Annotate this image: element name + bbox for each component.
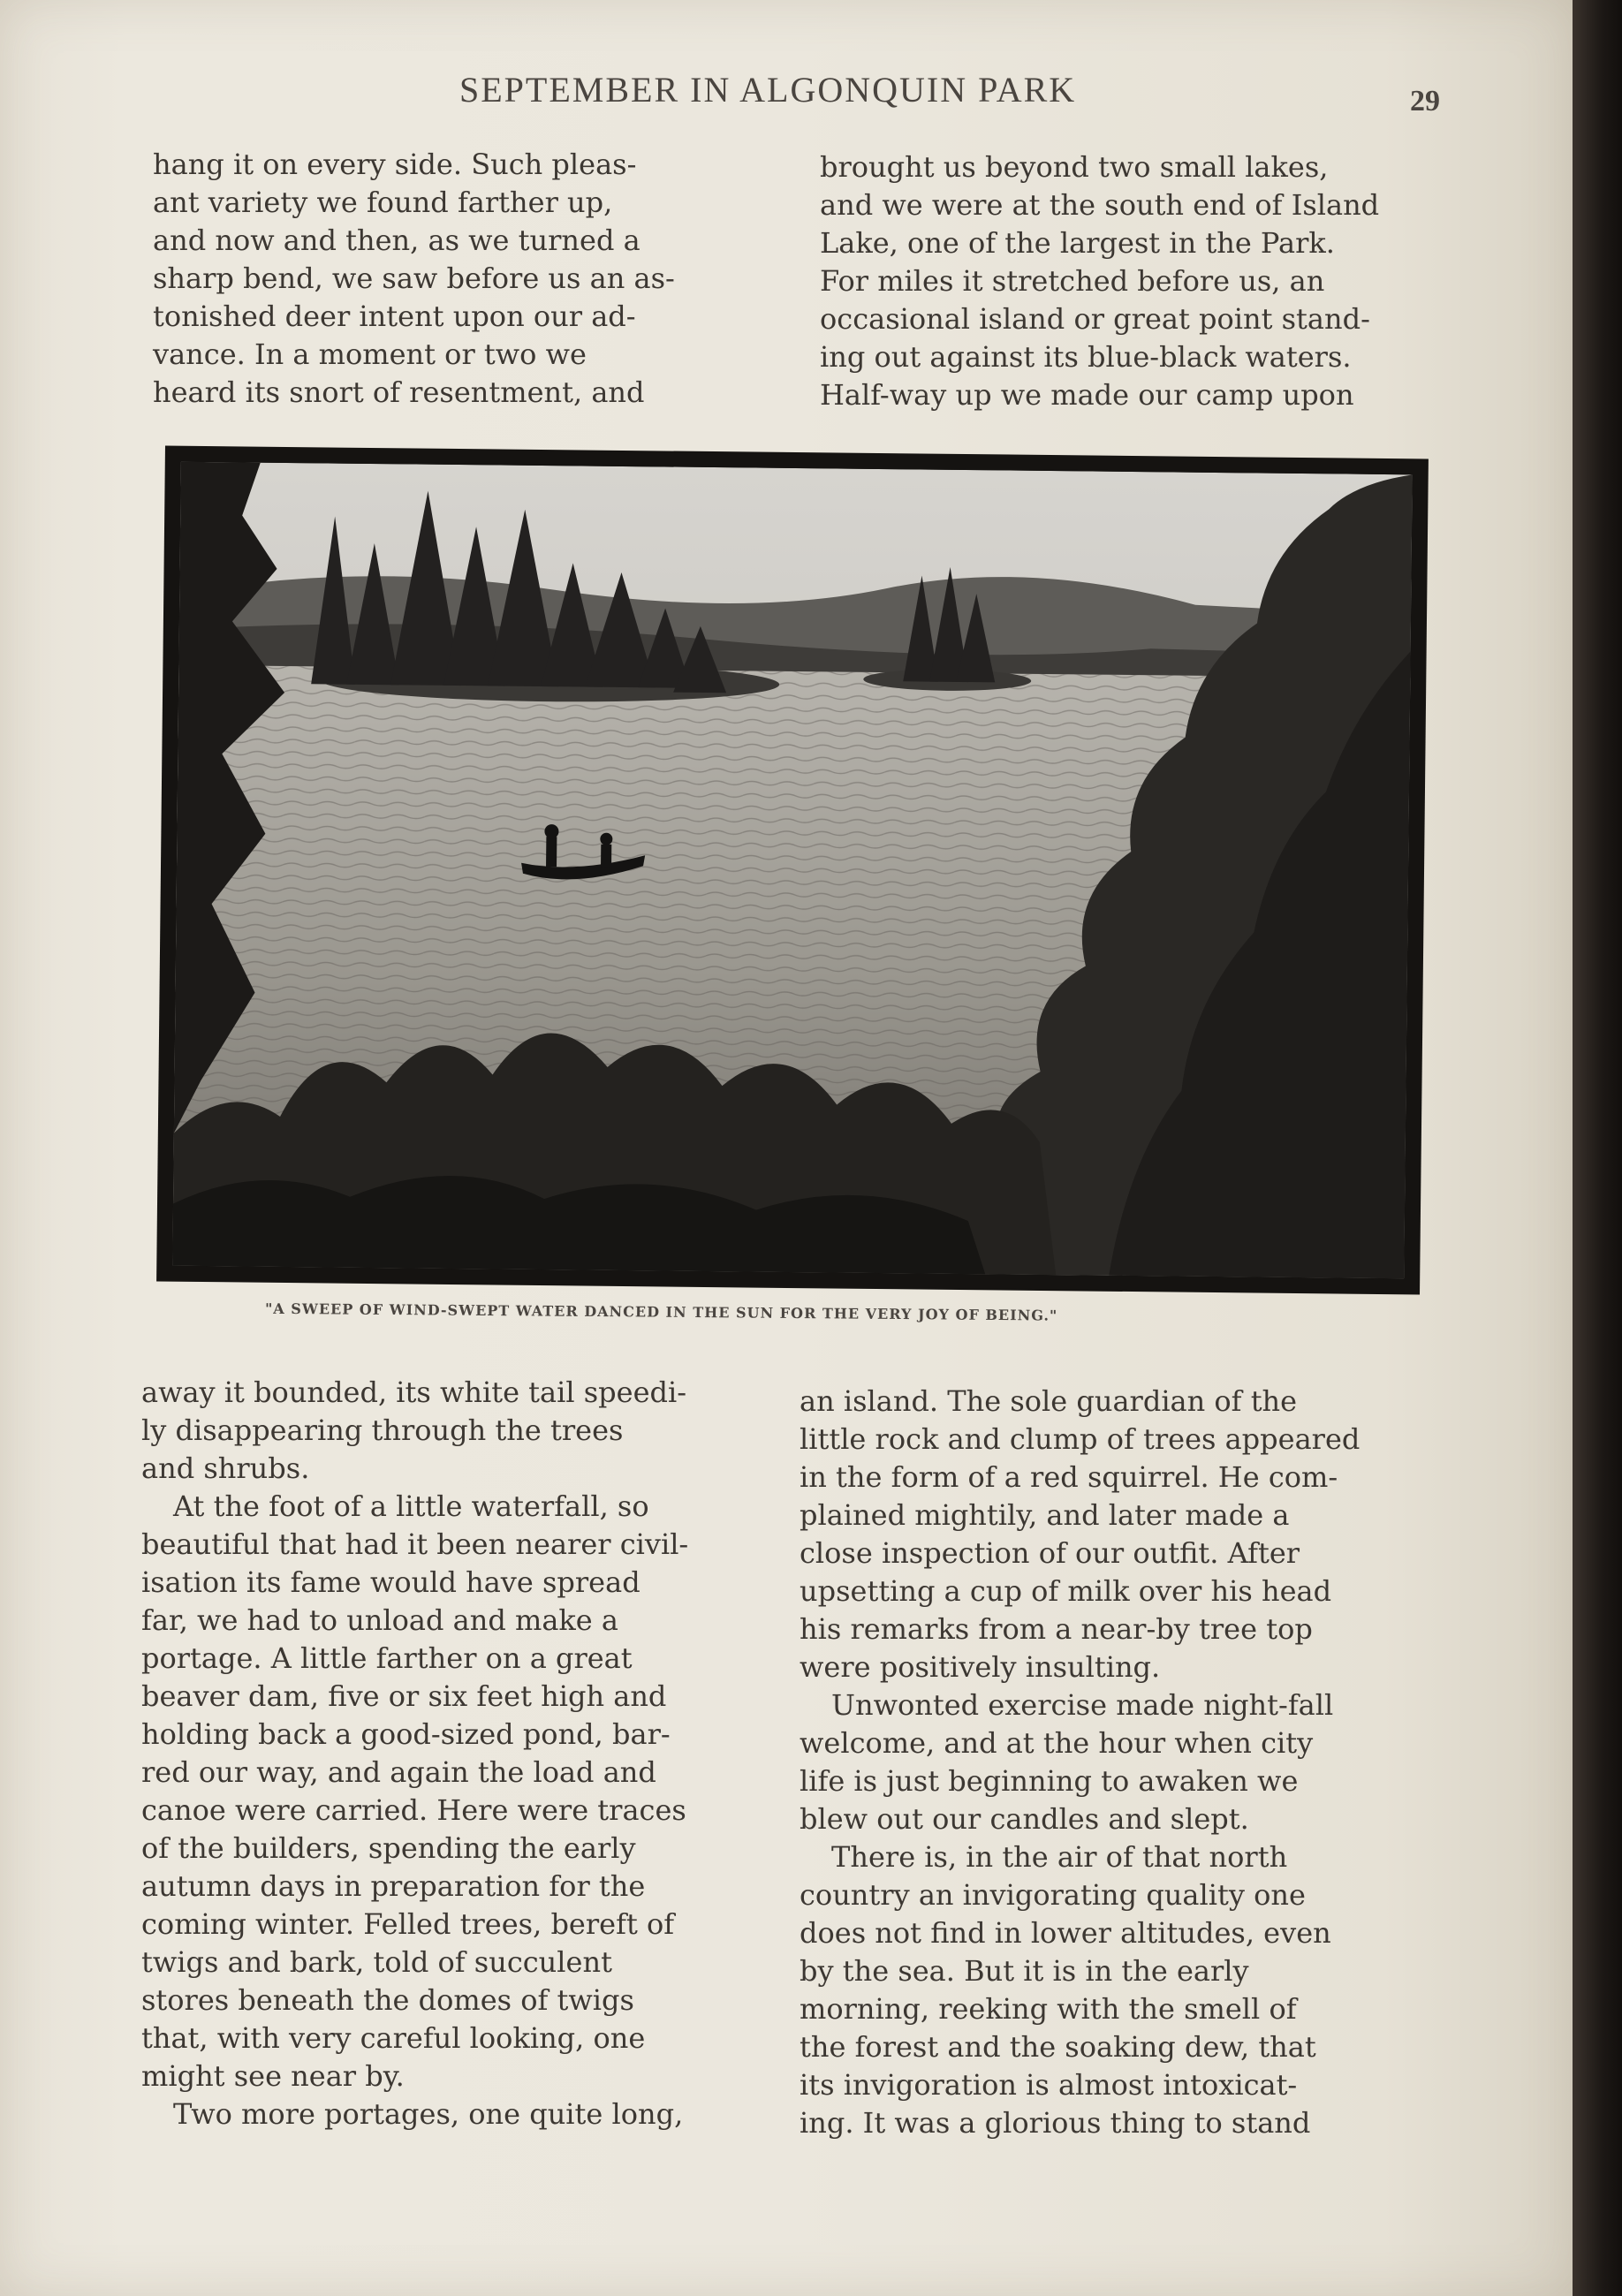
text-line: There is, in the air of that north xyxy=(831,1840,1288,1874)
text-line: Lake, one of the largest in the Park. xyxy=(820,226,1335,260)
text-line: welcome, and at the hour when city xyxy=(800,1726,1314,1760)
text-line: portage. A little farther on a great xyxy=(141,1641,633,1675)
text-line: Two more portages, one quite long, xyxy=(173,2097,684,2131)
text-line: might see near by. xyxy=(141,2059,405,2093)
text-column-top-right xyxy=(820,148,1444,414)
text-line: ly disappearing through the trees xyxy=(141,1413,624,1447)
text-line: away it bounded, its white tail speedi- xyxy=(141,1375,687,1409)
text-line: beaver dam, five or six feet high and xyxy=(141,1679,667,1713)
text-line: far, we had to unload and make a xyxy=(141,1603,618,1637)
text-line: country an invigorating quality one xyxy=(800,1878,1306,1912)
text-line: Unwonted exercise made night-fall xyxy=(831,1688,1334,1722)
text-line: and now and then, as we turned a xyxy=(153,224,640,257)
text-line: coming winter. Felled trees, bereft of xyxy=(141,1907,675,1941)
text-line: ing out against its blue-black waters. xyxy=(820,340,1352,374)
text-line: its invigoration is almost intoxicat- xyxy=(800,2068,1298,2102)
text-line: stores beneath the domes of twigs xyxy=(141,1983,634,2017)
text-line: twigs and bark, told of succulent xyxy=(141,1945,612,1979)
text-line: red our way, and again the load and xyxy=(141,1755,656,1789)
text-line: autumn days in preparation for the xyxy=(141,1869,646,1903)
text-line: sharp bend, we saw before us an as- xyxy=(153,261,675,295)
text-line: plained mightily, and later made a xyxy=(800,1498,1290,1532)
text-line: and we were at the south end of Island xyxy=(820,188,1380,222)
text-line: hang it on every side. Such pleas- xyxy=(153,148,637,181)
text-line: ant variety we found farther up, xyxy=(153,186,613,219)
text-line: heard its snort of resentment, and xyxy=(153,375,645,409)
text-line: tonished deer intent upon our ad- xyxy=(153,299,636,333)
text-line: canoe were carried. Here were traces xyxy=(141,1793,686,1827)
text-line: ing. It was a glorious thing to stand xyxy=(800,2106,1311,2140)
page-number: 29 xyxy=(1410,85,1440,117)
lake-photograph xyxy=(156,446,1429,1295)
text-line: holding back a good-sized pond, bar- xyxy=(141,1717,671,1751)
text-line: does not find in lower altitudes, even xyxy=(800,1916,1331,1950)
text-line: in the form of a red squirrel. He com- xyxy=(800,1460,1338,1494)
text-line: morning, reeking with the smell of xyxy=(800,1992,1297,2026)
running-title: SEPTEMBER IN ALGONQUIN PARK xyxy=(459,70,1077,110)
text-line: life is just beginning to awaken we xyxy=(800,1764,1299,1798)
text-column-bottom-left xyxy=(141,1374,760,2133)
lake-scene-illustration xyxy=(172,462,1412,1279)
text-line: For miles it stretched before us, an xyxy=(820,264,1325,298)
text-line: an island. The sole guardian of the xyxy=(800,1384,1298,1418)
text-column-top-left xyxy=(153,146,773,412)
text-line: and shrubs. xyxy=(141,1451,310,1485)
text-line: Half-way up we made our camp upon xyxy=(820,378,1354,412)
text-line: blew out our candles and slept. xyxy=(800,1802,1249,1836)
running-head xyxy=(0,69,1573,117)
text-line: that, with very careful looking, one xyxy=(141,2021,646,2055)
text-line: of the builders, spending the early xyxy=(141,1831,636,1865)
photo-caption: "A SWEEP OF WIND-SWEPT WATER DANCED IN THE SUN FOR THE VERY JOY OF BEING." xyxy=(264,1300,1058,1324)
text-column-bottom-right xyxy=(800,1383,1425,2142)
text-line: occasional island or great point stand- xyxy=(820,302,1370,336)
text-line: At the foot of a little waterfall, so xyxy=(173,1489,649,1523)
text-line: were positively insulting. xyxy=(800,1650,1161,1684)
text-line: isation its fame would have spread xyxy=(141,1565,640,1599)
text-line: vance. In a moment or two we xyxy=(153,337,587,371)
text-line: by the sea. But it is in the early xyxy=(800,1954,1249,1988)
text-line: his remarks from a near-by tree top xyxy=(800,1612,1313,1646)
text-line: beautiful that had it been nearer civil- xyxy=(141,1527,689,1561)
text-line: the forest and the soaking dew, that xyxy=(800,2030,1316,2064)
text-line: upsetting a cup of milk over his head xyxy=(800,1574,1332,1608)
text-line: close inspection of our outfit. After xyxy=(800,1536,1300,1570)
text-line: little rock and clump of trees appeared xyxy=(800,1422,1361,1456)
page-edge-shadow xyxy=(1573,0,1622,2296)
text-line: brought us beyond two small lakes, xyxy=(820,150,1329,184)
